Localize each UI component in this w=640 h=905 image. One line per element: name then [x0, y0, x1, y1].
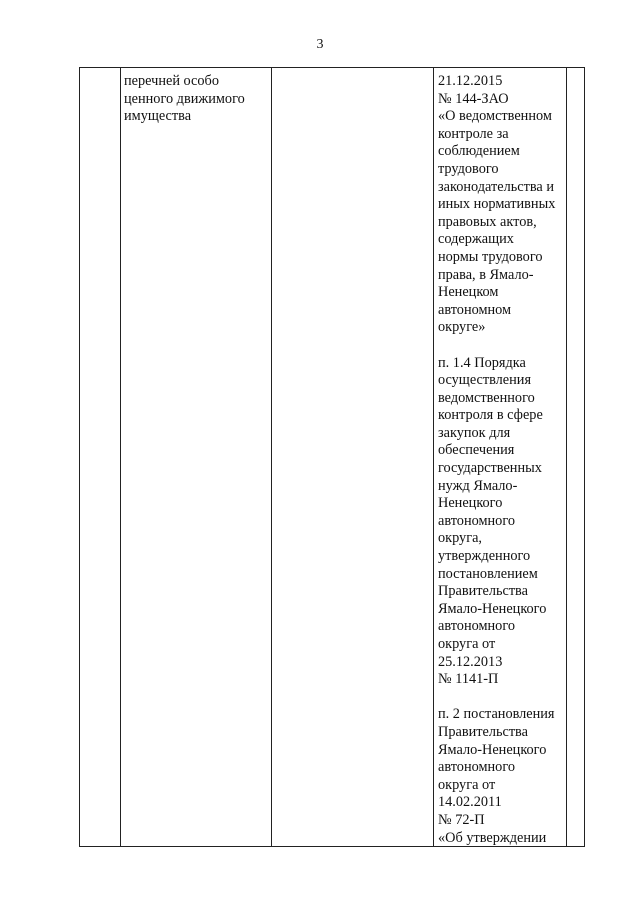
table-col-border-2 — [271, 67, 272, 847]
table-col-border-1 — [120, 67, 121, 847]
table-col-border-4 — [566, 67, 567, 847]
table-col-border-0 — [79, 67, 80, 847]
table-top-border — [79, 67, 584, 68]
table-cell-legal-acts: 21.12.2015 № 144-ЗАО «О ведомственном контроле за соблюдением трудового законодательства и иных нормативных правовых актов, содержащих нормы трудового права, в Ямало- Ненецком автономном округе» п. 1.4 Порядка осуществления ведомственного контроля в сфере закупок для обеспечения государственных нужд Ямало- Ненецкого автономного округа, утвержденного постановлением Правительства Ямало-Ненецкого автономного округа от 25.12.2013 № 1141-П п. 2 постановления Правительства Ямало-Ненецкого автономного округа от 14.02.2011 № 72-П «Об утверждении — [438, 73, 556, 846]
page-number: 3 — [316, 37, 324, 52]
table-cell-property-list: перечней особо ценного движимого имущества — [124, 73, 245, 125]
table-col-border-3 — [433, 67, 434, 847]
table-col-border-5 — [584, 67, 585, 847]
